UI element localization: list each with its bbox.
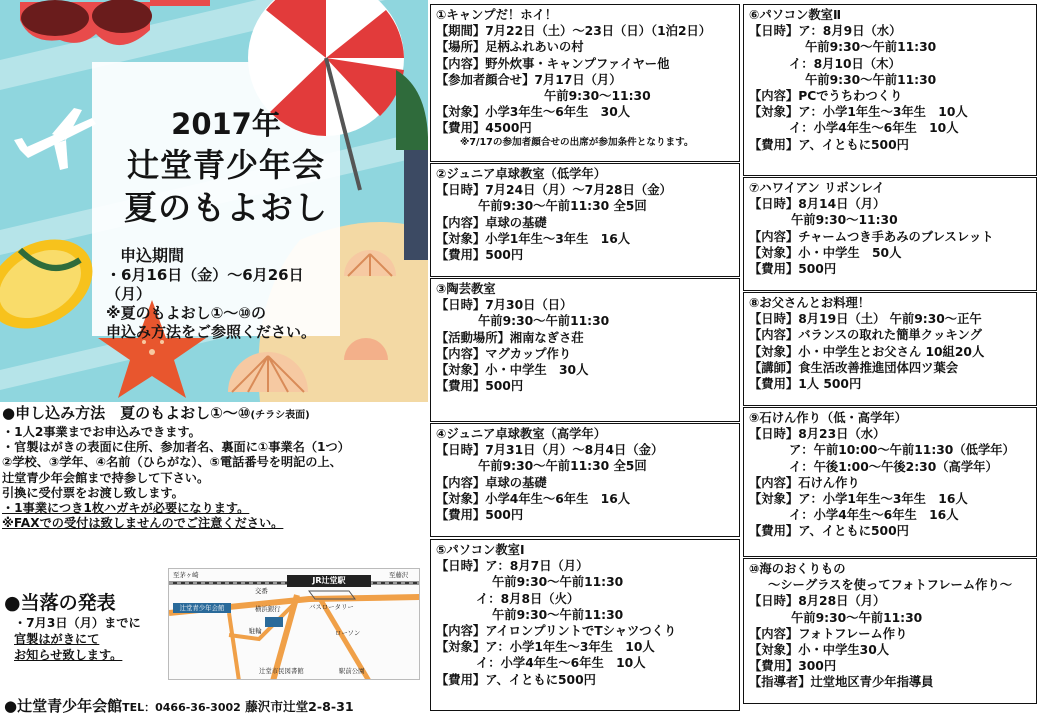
apply-note: 申込み方法をご参照ください。 <box>106 323 317 341</box>
event-date: 【日時】ア：8月9日（水） <box>749 24 902 39</box>
event-target: イ：小学4年生～6年生 10人 <box>476 656 646 671</box>
how-to-apply-title: ●申し込み方法 夏のもよおし①～⑩(チラシ表面) <box>2 404 310 422</box>
event-time: ア：午前10:00～午前11:30（低学年） <box>789 443 1015 458</box>
event-title: ⑨石けん作り（低・高学年） <box>749 411 907 425</box>
hero-title <box>96 104 356 230</box>
lottery-title: ●当落の発表 <box>4 592 116 614</box>
hero-org-name: 辻堂青少年会 <box>126 146 325 184</box>
map-label: 至藤沢 <box>389 571 409 579</box>
hero-event-title: 夏のもよおし <box>124 188 328 227</box>
application-period <box>106 246 336 342</box>
map-label: 辻堂市民図書館 <box>259 667 304 675</box>
event-title: ⑥パソコン教室Ⅱ <box>749 8 842 22</box>
event-date: 【日時】7月24日（月）～7月28日（金） <box>436 183 672 198</box>
event-date: 【日時】ア：8月7日（月） <box>436 559 589 574</box>
map-label: 交番 <box>255 587 268 595</box>
event-card-cooking <box>743 292 1037 406</box>
event-content: 【内容】バランスの取れた簡単クッキング <box>749 328 982 343</box>
event-time: 午前9:30～午前11:30 <box>492 607 624 622</box>
lottery-line: ・7月3日（月）までに <box>14 616 141 630</box>
event-card-soap <box>743 407 1037 557</box>
event-card-sea-glass <box>743 558 1037 704</box>
event-subtitle: ～シーグラスを使ってフォトフレーム作り～ <box>767 578 1013 593</box>
hero-poster <box>0 0 428 402</box>
event-date: 【日時】7月30日（日） <box>436 298 573 313</box>
map-hall-label: 辻堂青少年会館 <box>173 603 231 613</box>
event-meeting-time: 午前9:30～11:30 <box>544 89 651 104</box>
event-fee: 【費用】ア、イともに500円 <box>436 672 596 687</box>
event-fee: 【費用】500円 <box>436 508 524 523</box>
event-time: 午前9:30～11:30 <box>791 213 898 228</box>
event-date: 【日時】8月14日（月） <box>749 197 886 212</box>
event-card-pc-class-1 <box>430 539 740 711</box>
event-instructor: 【講師】食生活改善推進団体四ツ葉会 <box>749 360 959 375</box>
event-period: 【期間】7月22日（土）～23日（日）（1泊2日） <box>436 24 712 39</box>
event-fee: 【費用】300円 <box>749 659 837 674</box>
airplane-icon <box>14 108 96 170</box>
event-target: 【対象】小学4年生～6年生 16人 <box>436 491 631 506</box>
map-label: 駅前公園 <box>339 667 365 675</box>
event-time: 午前9:30～午前11:30 <box>478 314 610 329</box>
map-station-label: JR辻堂駅 <box>287 575 371 587</box>
access-map <box>168 568 420 680</box>
lottery-announcement <box>4 590 164 663</box>
apply-period-title: 申込期間 <box>120 246 185 265</box>
apply-period-dates: ・6月16日（金）～6月26日（月） <box>106 266 304 303</box>
event-fee: 【費用】ア、イともに500円 <box>749 524 909 539</box>
event-time: 午前9:30～午前11:30 全5回 <box>478 199 647 214</box>
event-target: 【対象】ア：小学1年生～3年生 10人 <box>436 640 655 655</box>
event-fee: 【費用】500円 <box>436 379 524 394</box>
event-date: 【日時】8月23日（水） <box>749 427 886 442</box>
hero-year: 2017年 <box>171 107 281 141</box>
event-target: 【対象】小学3年生～6年生 30人 <box>436 105 631 120</box>
how-to-apply-line: 辻堂青少年会館まで持参して下さい。 <box>2 470 210 485</box>
event-card-table-tennis-low <box>430 163 740 277</box>
lottery-line: お知らせ致します。 <box>14 647 123 662</box>
event-fee: 【費用】500円 <box>436 248 524 263</box>
event-title: ⑧お父さんとお料理！ <box>749 296 871 310</box>
event-content: 【内容】マグカップ作り <box>436 346 572 361</box>
event-content: 【内容】卓球の基礎 <box>436 215 547 230</box>
event-content: 【内容】野外炊事・キャンプファイヤー他 <box>436 56 670 71</box>
event-fee: 【費用】1人 500円 <box>749 377 862 392</box>
contact-address: 藤沢市辻堂2-8-31 <box>245 699 354 714</box>
event-title: ②ジュニア卓球教室（低学年） <box>436 167 607 181</box>
event-time: 午前9:30～午前11:30 <box>805 72 937 87</box>
event-target: 【対象】小・中学生 50人 <box>749 245 902 260</box>
event-content: 【内容】チャームつき手あみのブレスレット <box>749 229 994 244</box>
event-content: 【内容】PCでうちわつくり <box>749 89 903 104</box>
contact-info <box>4 698 430 716</box>
event-target: 【対象】小・中学生 30人 <box>436 363 589 378</box>
lottery-line: 官製はがきにて <box>14 631 100 646</box>
event-target: イ：小学4年生～6年生 10人 <box>789 121 959 136</box>
how-to-apply-line: ・1人2事業までお申込みできます。 <box>2 425 201 439</box>
map-label: 至茅ヶ崎 <box>173 571 199 579</box>
event-target: 【対象】ア：小学1年生～3年生 10人 <box>749 105 968 120</box>
how-to-apply-line: ②学校、③学年、④名前（ひらがな）、⑤電話番号を明記の上、 <box>2 455 342 470</box>
event-content: 【内容】卓球の基礎 <box>436 475 547 490</box>
map-label: バスロータリー <box>309 603 354 611</box>
contact-name: ●辻堂青少年会館 <box>4 697 123 715</box>
event-content: 【内容】フォトフレーム作り <box>749 626 908 641</box>
event-meeting: 【参加者顔合せ】7月17日（月） <box>436 72 622 87</box>
event-content: 【内容】石けん作り <box>749 475 860 490</box>
event-target: 【対象】小学1年生～3年生 16人 <box>436 231 631 246</box>
event-time: イ：午後1:00～午後2:30（高学年） <box>789 459 998 474</box>
event-place: 【場所】足柄ふれあいの村 <box>436 40 584 55</box>
how-to-apply-line: ・1事業につき1枚ハガキが必要になります。 <box>2 501 250 516</box>
event-date: 【日時】8月28日（月） <box>749 594 886 609</box>
event-title: ①キャンプだ！ホイ！ <box>436 8 558 22</box>
event-title: ⑩海のおくりもの <box>749 562 846 576</box>
event-title: ③陶芸教室 <box>436 282 496 296</box>
event-note: ※7/17の参加者顔合せの出席が参加条件となります。 <box>460 136 694 148</box>
map-label: ローソン <box>335 629 361 637</box>
event-target: 【対象】小・中学生とお父さん 10組20人 <box>749 344 985 359</box>
map-label: 横浜銀行 <box>255 605 281 613</box>
how-to-apply-line: ・官製はがきの表面に住所、参加者名、裏面に①事業名（1つ） <box>2 440 350 455</box>
event-date: イ：8月10日（木） <box>789 56 901 71</box>
event-time: 午前9:30～午前11:30 <box>791 610 923 625</box>
how-to-apply-line: ※FAXでの受付は致しませんのでご注意ください。 <box>2 516 284 531</box>
event-date: 【日時】8月19日（土） 午前9:30～正午 <box>749 312 982 327</box>
event-target: イ：小学4年生～6年生 16人 <box>789 508 959 523</box>
apply-note: ※夏のもよおし①～⑩の <box>106 304 266 322</box>
event-target: 【対象】ア：小学1年生～3年生 16人 <box>749 492 968 507</box>
event-title: ⑤パソコン教室Ⅰ <box>436 543 525 557</box>
event-card-camp <box>430 4 740 162</box>
event-card-table-tennis-high <box>430 423 740 537</box>
event-target: 【対象】小・中学生30人 <box>749 643 890 658</box>
event-fee: 【費用】500円 <box>749 262 837 277</box>
how-to-apply-line: 引換に受付票をお渡し致します。 <box>2 485 184 500</box>
event-fee: 【費用】4500円 <box>436 121 532 136</box>
event-fee: 【費用】ア、イともに500円 <box>749 137 909 152</box>
event-card-pc-class-2 <box>743 4 1037 176</box>
contact-phone: TEL：0466-36-3002 <box>122 701 241 714</box>
event-date: 【日時】7月31日（月）～8月4日（金） <box>436 443 664 458</box>
event-title: ④ジュニア卓球教室（高学年） <box>436 427 607 441</box>
event-title: ⑦ハワイアン リボンレイ <box>749 181 885 195</box>
how-to-apply <box>2 404 430 531</box>
event-place: 【活動場所】湘南なぎさ荘 <box>436 330 584 345</box>
event-card-ribbon-lei <box>743 177 1037 291</box>
event-time: 午前9:30～午前11:30 全5回 <box>478 459 647 474</box>
event-instructor: 【指導者】辻堂地区青少年指導員 <box>749 675 934 690</box>
event-time: 午前9:30～午前11:30 <box>805 40 937 55</box>
event-time: 午前9:30～午前11:30 <box>492 575 624 590</box>
event-date: イ：8月8日（火） <box>476 591 580 606</box>
event-content: 【内容】アイロンプリントでTシャツつくり <box>436 624 677 639</box>
map-label: 駐輪 <box>249 627 262 635</box>
event-card-pottery <box>430 278 740 422</box>
